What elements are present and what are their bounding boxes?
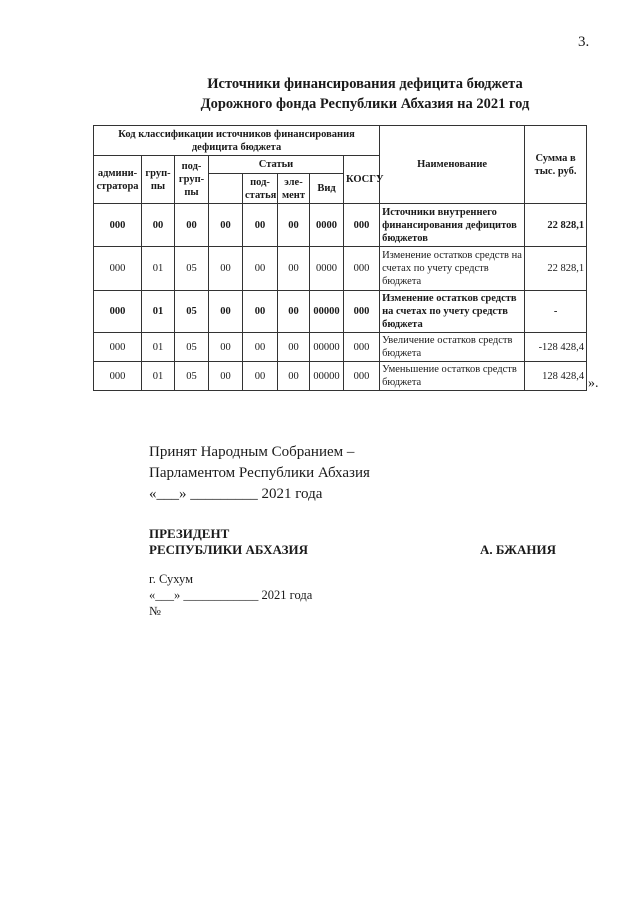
cell-subarticle: 00 xyxy=(243,333,278,362)
header-article-empty xyxy=(209,174,243,204)
place-number: № xyxy=(149,604,161,618)
cell-element: 00 xyxy=(278,362,310,391)
cell-sum: 128 428,4 xyxy=(525,362,587,391)
cell-article: 00 xyxy=(209,204,243,247)
cell-sum: 22 828,1 xyxy=(525,247,587,291)
cell-subarticle: 00 xyxy=(243,247,278,291)
closing-quote: ». xyxy=(588,376,599,391)
cell-name: Изменение остатков средств на счетах по учету средств бюджета xyxy=(380,291,525,333)
cell-element: 00 xyxy=(278,247,310,291)
place-block xyxy=(149,571,312,619)
cell-admin: 000 xyxy=(94,291,142,333)
header-subgroup: под-груп-пы xyxy=(175,156,209,204)
adoption-date: «___» _________ 2021 года xyxy=(149,486,323,502)
cell-kosgu: 000 xyxy=(344,333,380,362)
table-row xyxy=(94,247,587,291)
president-title-line-2: РЕСПУБЛИКИ АБХАЗИЯ xyxy=(149,542,308,557)
cell-kind: 0000 xyxy=(310,204,344,247)
president-name: А. БЖАНИЯ xyxy=(480,542,557,557)
cell-kind: 00000 xyxy=(310,333,344,362)
adoption-line-2: Парламентом Республики Абхазия xyxy=(149,465,370,481)
cell-name: Уменьшение остатков средств бюджета xyxy=(380,362,525,391)
cell-subarticle: 00 xyxy=(243,291,278,333)
header-admin: админи-стратора xyxy=(94,156,142,204)
title-line-2: Дорожного фонда Республики Абхазия на 2021 год xyxy=(200,96,530,112)
cell-sum: 22 828,1 xyxy=(525,204,587,247)
cell-article: 00 xyxy=(209,333,243,362)
cell-element: 00 xyxy=(278,333,310,362)
cell-group: 00 xyxy=(142,204,175,247)
cell-kosgu: 000 xyxy=(344,204,380,247)
cell-kind: 00000 xyxy=(310,362,344,391)
cell-group: 01 xyxy=(142,362,175,391)
document-title xyxy=(140,74,590,114)
table-row xyxy=(94,291,587,333)
president-title-line-1: ПРЕЗИДЕНТ xyxy=(149,526,230,541)
cell-subgroup: 05 xyxy=(175,291,209,333)
cell-admin: 000 xyxy=(94,204,142,247)
cell-sum: - xyxy=(525,291,587,333)
cell-kind: 0000 xyxy=(310,247,344,291)
header-name: Наименование xyxy=(380,126,525,204)
cell-sum: -128 428,4 xyxy=(525,333,587,362)
cell-subgroup: 05 xyxy=(175,333,209,362)
president-title xyxy=(149,526,308,558)
cell-article: 00 xyxy=(209,362,243,391)
cell-element: 00 xyxy=(278,204,310,247)
header-element: эле-мент xyxy=(278,174,310,204)
page-number: 3. xyxy=(578,34,590,50)
cell-kosgu: 000 xyxy=(344,291,380,333)
header-sum: Сумма в тыс. руб. xyxy=(525,126,587,204)
cell-name: Увеличение остатков средств бюджета xyxy=(380,333,525,362)
cell-admin: 000 xyxy=(94,333,142,362)
cell-kosgu: 000 xyxy=(344,362,380,391)
table-body xyxy=(94,204,587,391)
cell-admin: 000 xyxy=(94,362,142,391)
cell-subgroup: 05 xyxy=(175,247,209,291)
adoption-line-1: Принят Народным Собранием – xyxy=(149,444,355,460)
cell-article: 00 xyxy=(209,291,243,333)
cell-article: 00 xyxy=(209,247,243,291)
sources-table xyxy=(93,125,587,391)
header-articles: Статьи xyxy=(209,156,344,174)
cell-subgroup: 05 xyxy=(175,362,209,391)
cell-name: Источники внутреннего финансирования дефицитов бюджетов xyxy=(380,204,525,247)
title-line-1: Источники финансирования дефицита бюджета xyxy=(207,76,523,92)
header-kind: Вид xyxy=(310,174,344,204)
place-city: г. Сухум xyxy=(149,572,194,586)
table-row xyxy=(94,333,587,362)
header-code: Код классификации источников финансирования дефицита бюджета xyxy=(94,126,380,156)
place-date: «___» ____________ 2021 года xyxy=(149,588,313,602)
cell-name: Изменение остатков средств на счетах по учету средств бюджета xyxy=(380,247,525,291)
cell-kosgu: 000 xyxy=(344,247,380,291)
adoption-block xyxy=(149,442,370,505)
cell-subarticle: 00 xyxy=(243,204,278,247)
cell-subarticle: 00 xyxy=(243,362,278,391)
table-row xyxy=(94,204,587,247)
header-kosgu: КОСГУ xyxy=(344,156,380,204)
cell-element: 00 xyxy=(278,291,310,333)
header-subarticle: под-статья xyxy=(243,174,278,204)
cell-admin: 000 xyxy=(94,247,142,291)
cell-group: 01 xyxy=(142,291,175,333)
header-group: груп-пы xyxy=(142,156,175,204)
cell-group: 01 xyxy=(142,247,175,291)
cell-group: 01 xyxy=(142,333,175,362)
table-row xyxy=(94,362,587,391)
cell-subgroup: 00 xyxy=(175,204,209,247)
cell-kind: 00000 xyxy=(310,291,344,333)
